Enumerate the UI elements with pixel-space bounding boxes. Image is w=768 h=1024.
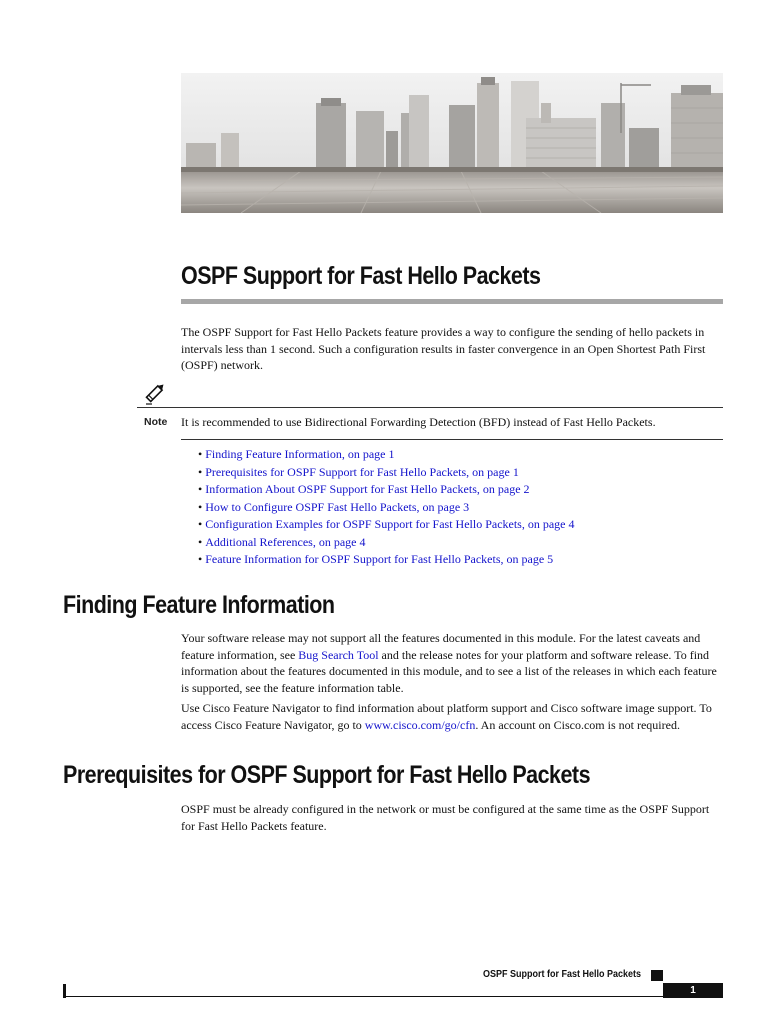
section-heading-finding-feature-information: Finding Feature Information [63,591,335,619]
cisco-feature-navigator-link[interactable]: www.cisco.com/go/cfn [364,717,476,732]
toc-item [198,481,575,499]
toc-item [198,534,575,552]
finding-paragraph-2 [181,700,726,733]
toc-item [198,551,575,569]
footer-document-title: OSPF Support for Fast Hello Packets [482,969,641,980]
bullet: • [198,499,203,514]
bug-search-tool-link[interactable]: Bug Search Tool [298,647,379,662]
title-rule [181,299,723,304]
note-rule-top [137,407,723,408]
finding-p2-text-before: Use Cisco Feature Navigator to find information about platform support and Cisco software image support. To access Cisco Feature Navigator, go to [181,701,712,732]
finding-p1-text-before: Your software release may not support all the features documented in this module. For the latest caveats and feature information, see [181,631,701,662]
toc-link-additional-references[interactable]: Additional References, on page 4 [205,534,366,549]
bullet: • [198,464,203,479]
finding-p2-text-after: . An account on Cisco.com is not required. [475,717,680,732]
section-heading-prerequisites: Prerequisites for OSPF Support for Fast Hello Packets [63,761,591,789]
toc-link-prerequisites[interactable]: Prerequisites for OSPF Support for Fast Hello Packets, on page 1 [205,464,519,479]
footer-rule [66,996,666,997]
note-text: It is recommended to use Bidirectional Forwarding Detection (BFD) instead of Fast Hello Packets. [181,415,656,429]
document-title: OSPF Support for Fast Hello Packets [181,262,541,290]
note-label: Note [144,416,168,428]
toc-item [198,516,575,534]
bullet: • [198,447,203,461]
bullet: • [198,482,203,496]
finding-p1-text-after: and the release notes for your platform and software release. To find information about the features documented in this module, and to see a list of the releases in which each feature is supported, see the feature information table. [181,647,717,695]
toc-item [198,499,575,517]
toc-link-configuration-examples[interactable]: Configuration Examples for OSPF Support for Fast Hello Packets, on page 4 [205,517,575,531]
toc-list [198,446,575,569]
toc-link-finding-feature-information[interactable]: Finding Feature Information, on page 1 [205,447,395,461]
page-number: 1 [663,983,723,998]
toc-link-information-about[interactable]: Information About OSPF Support for Fast Hello Packets, on page 2 [205,482,530,496]
footer-marker-block [651,970,663,981]
header-banner-image [181,73,723,213]
toc-item [198,446,575,464]
finding-paragraph-1 [181,630,726,696]
intro-paragraph: The OSPF Support for Fast Hello Packets feature provides a way to configure the sending of hello packets in intervals less than 1 second. Such a configuration results in faster convergence in an Open Shortest Path First (OSPF) network. [181,325,706,372]
bullet: • [198,552,203,566]
pencil-icon [142,380,168,406]
bullet: • [198,517,203,531]
prereq-paragraph: OSPF must be already configured in the network or must be configured at the same time as the OSPF Support for Fast Hello Packets feature. [181,802,710,833]
bullet: • [198,534,203,549]
toc-link-how-to-configure[interactable]: How to Configure OSPF Fast Hello Packets, on page 3 [205,499,470,514]
toc-link-feature-information[interactable]: Feature Information for OSPF Support for Fast Hello Packets, on page 5 [205,552,554,566]
toc-item [198,464,575,482]
note-rule-bottom [181,439,723,440]
